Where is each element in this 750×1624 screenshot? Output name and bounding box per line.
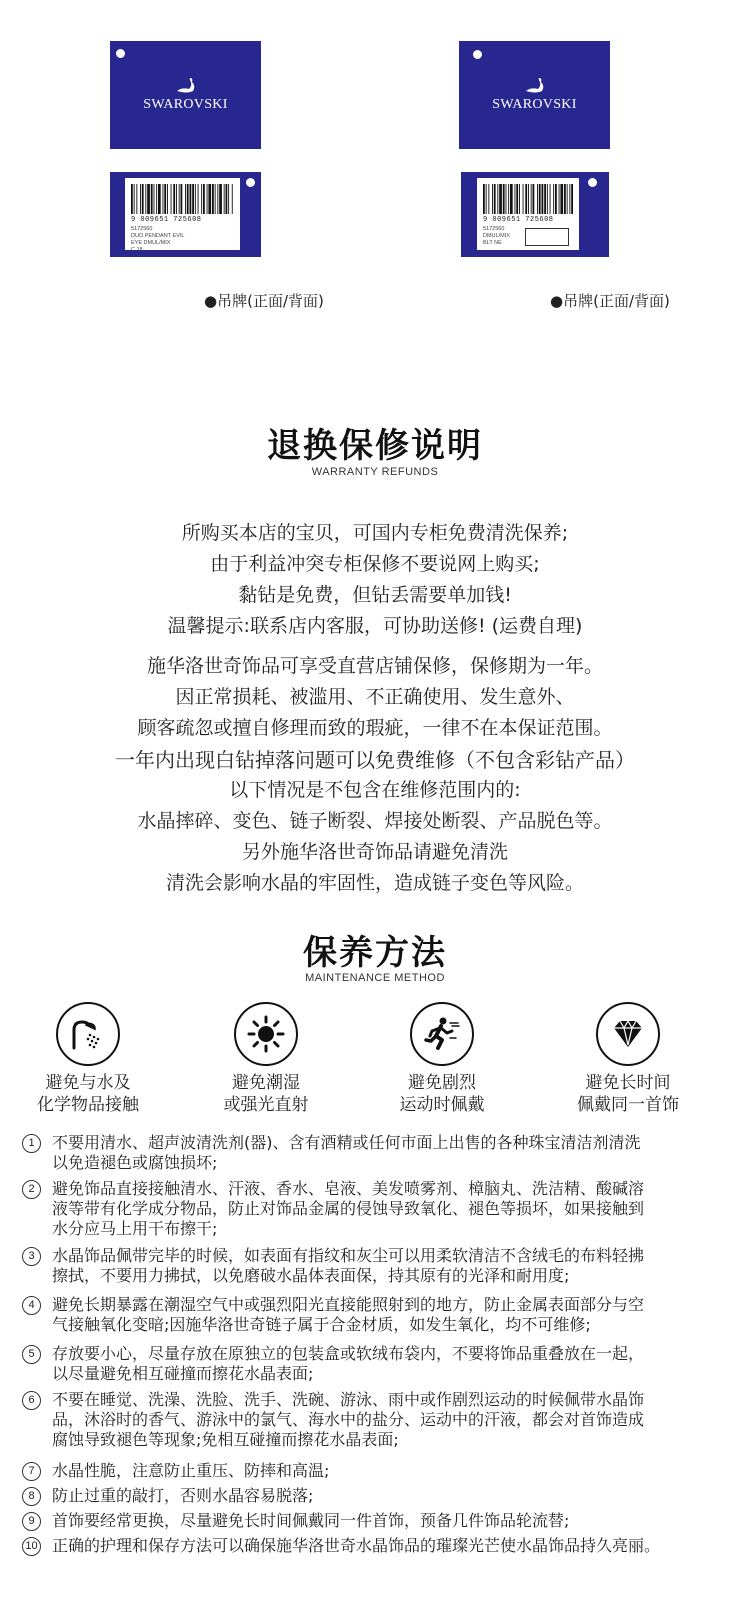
tag-product-info: 5172560 DUO PENDANT EVIL EYE DMUL/MIX C 18 [131,226,185,253]
brand-logo-text: SWAROVSKI [143,97,228,112]
barcode-stripe [515,184,516,214]
maintenance-title: 保养方法 [303,933,447,973]
list-item-text: 首饰要经常更换，尽量避免长时间佩戴同一件首饰，预备几件饰品轮流替; [52,1511,570,1530]
barcode-stripe [528,184,529,214]
list-number: 1 [22,1134,41,1153]
barcode-stripe [185,184,186,214]
list-number: 2 [22,1180,41,1199]
tag-hole [588,178,597,187]
barcode-stripe [564,184,566,214]
barcode-stripe [232,184,233,214]
list-number: 5 [22,1345,41,1364]
list-number: 8 [22,1487,41,1506]
barcode-stripe [506,184,507,214]
barcode-stripe [539,184,541,214]
tag-caption-right: ●吊牌(正面/背面) [550,292,670,310]
barcode-stripe [219,184,222,214]
warranty-line: 顾客疏忽或擅自修理而致的瑕疵，一律不在本保证范围。 [137,717,613,739]
barcode-stripe [179,184,180,214]
warranty-line: 施华洛世奇饰品可享受直营店铺保修，保修期为一年。 [146,655,603,677]
barcode-label [477,178,579,250]
barcode-stripe [499,184,502,214]
barcode-number: 9 009651 725608 [483,216,554,224]
barcode-stripe [195,184,196,214]
list-number: 9 [22,1512,41,1531]
barcode-stripe [508,184,509,214]
brand-logo-text: SWAROVSKI [492,97,577,112]
list-number: 6 [22,1391,41,1410]
barcode-stripe [503,184,505,214]
barcode-label [125,178,240,253]
tag-hole [116,49,125,58]
barcode-stripe [228,184,229,214]
running-icon [410,1002,474,1066]
barcode-stripe [486,184,487,214]
barcode-stripe [523,184,524,214]
barcode-stripe [525,184,527,214]
barcode-stripe [571,184,573,214]
barcode-stripe [181,184,183,214]
list-number: 4 [22,1296,41,1315]
barcode-stripe [136,184,137,214]
tag-product-info: 5172560 DMUL/MIX BLT NE [483,226,510,246]
warranty-subtitle: WARRANTY REFUNDS [311,466,439,478]
warranty-line: 另外施华洛世奇饰品请避免清洗 [241,841,508,863]
barcode-stripe [488,184,489,214]
barcode-stripe [492,184,493,214]
tag-hole [246,178,255,187]
list-item-text: 不要在睡觉、洗澡、洗脸、洗手、洗碗、游泳、雨中或作剧烈运动的时候佩带水晶饰 品，沐浴时的香气、游泳中的氯气、海水中的盐分、运动中的汗液，都会对首饰造成 腐蚀导致褪色等现象;免相互碰撞而擦花水晶表面; [52,1390,645,1449]
list-number: 7 [22,1462,41,1481]
barcode-stripe [207,184,208,214]
barcode-stripe [131,184,133,214]
list-item-text: 水晶饰品佩带完毕的时候，如表面有指纹和灰尘可以用柔软清洁不含绒毛的布料轻拂 擦拭，不要用力拂拭，以免磨破水晶体表面保，持其原有的光泽和耐用度; [52,1246,645,1285]
list-number: 10 [22,1537,41,1556]
tag-back-left [110,172,261,257]
warranty-line: 一年内出现白钻掉落问题可以免费维修（不包含彩钻产品） [115,748,635,772]
barcode-stripe [560,184,563,214]
barcode-stripe [217,184,218,214]
list-item-text: 存放要小心，尽量存放在原独立的包装盒或软绒布袋内，不要将饰品重叠放在一起， 以尽量避免相互碰撞而擦花水晶表面; [52,1344,645,1383]
maintenance-subtitle: MAINTENANCE METHOD [305,972,445,984]
barcode-stripe [187,184,189,214]
barcode-stripe [559,184,560,214]
list-item-text: 防止过重的敲打，否则水晶容易脱落; [52,1486,314,1505]
icon-label: 避免潮湿 或强光直射 [223,1073,309,1115]
list-item-text: 避免饰品直接接触清水、汗液、香水、皂液、美发喷雾剂、樟脑丸、洗洁精、酸碱溶 液等带有化学成分物品，防止对饰品金属的侵蚀导致氧化、褪色等损坏，如果接触到 水分应马上用干布擦干; [52,1179,645,1238]
barcode-stripe [176,184,177,214]
barcode-stripe [494,184,496,214]
barcode-stripe [145,184,146,214]
barcode-stripe [569,184,570,214]
barcode-stripe [167,184,168,214]
swan-logo-icon [522,77,548,95]
tag-back-right [461,172,609,257]
barcode-stripe [171,184,172,214]
barcode-stripe [163,184,164,214]
swan-logo-icon [173,77,199,95]
barcode-stripe [516,184,518,214]
barcode-number: 9 009651 725608 [131,216,202,224]
warranty-line: 清洗会影响水晶的牢固性，造成链子变色等风险。 [165,872,584,894]
barcode-stripe [154,184,155,214]
barcode-stripe [208,184,211,214]
barcode-stripe [203,184,205,214]
icon-label: 避免长时间 佩戴同一首饰 [577,1073,679,1115]
barcode-stripe [158,184,161,214]
barcode-stripe [226,184,228,214]
barcode-stripe [142,184,144,214]
barcode-stripe [553,184,554,214]
barcode-stripe [550,184,551,214]
list-item-text: 水晶性脆，注意防止重压、防摔和高温; [52,1461,330,1480]
barcode [131,184,234,214]
barcode-stripe [134,184,135,214]
barcode-stripe [533,184,535,214]
barcode-stripe [215,184,216,214]
barcode-stripe [519,184,520,214]
barcode-stripe [190,184,192,214]
barcode-stripe [555,184,557,214]
list-number: 3 [22,1247,41,1266]
barcode-stripe [192,184,194,214]
barcode-stripe [483,184,485,214]
icon-label: 避免剧烈 运动时佩戴 [399,1073,485,1115]
warranty-line: 温馨提示:联系店内客服，可协助送修! (运费自理) [167,615,583,637]
barcode-stripe [497,184,498,214]
barcode-stripe [198,184,199,214]
barcode-stripe [510,184,513,214]
barcode-stripe [212,184,214,214]
list-item-text: 不要用清水、超声波清洗剂(器)、含有酒精或任何市面上出售的各种珠宝清洁剂清洗 以免造褪色或腐蚀损坏; [52,1133,641,1172]
barcode-stripe [201,184,202,214]
warranty-title: 退换保修说明 [267,426,483,466]
warranty-line: 以下情况是不包含在维修范围内的: [229,779,521,801]
barcode-stripe [567,184,568,214]
icon-label: 避免与水及 化学物品接触 [37,1073,139,1115]
barcode-stripe [147,184,150,214]
warranty-line: 由于利益冲突专柜保修不要说网上购买; [210,553,540,575]
barcode-stripe [537,184,538,214]
barcode-stripe [140,184,141,214]
sun-icon [234,1002,298,1066]
tag-hole [473,50,482,59]
barcode [483,184,573,214]
barcode-stripe [547,184,548,214]
barcode-stripe [156,184,157,214]
warranty-line: 黏钻是免费，但钻丢需要单加钱! [238,584,512,606]
warranty-line: 因正常损耗、被滥用、不正确使用、发生意外、 [175,686,575,708]
barcode-stripe [531,184,532,214]
warranty-line: 所购买本店的宝贝，可国内专柜免费清洗保养; [181,522,569,544]
price-box [525,228,569,246]
barcode-stripe [151,184,153,214]
barcode-stripe [164,184,166,214]
barcode-stripe [173,184,175,214]
tag-caption-left: ●吊牌(正面/背面) [204,292,324,310]
barcode-stripe [542,184,544,214]
tag-front-left [110,41,261,149]
list-item-text: 避免长期暴露在潮湿空气中或强烈阳光直接能照射到的地方，防止金属表面部分与空 气接触氧化变暗;因施华洛世奇链子属于合金材质，如发生氧化，均不可维修; [52,1295,645,1334]
list-item-text: 正确的护理和保存方法可以确保施华洛世奇水晶饰品的璀璨光芒使水晶饰品持久亮丽。 [52,1536,661,1555]
tag-front-right [459,41,610,149]
barcode-stripe [544,184,546,214]
barcode-stripe [224,184,225,214]
diamond-icon [596,1002,660,1066]
shower-icon [56,1002,120,1066]
warranty-line: 水晶摔碎、变色、链子断裂、焊接处断裂、产品脱色等。 [137,810,613,832]
